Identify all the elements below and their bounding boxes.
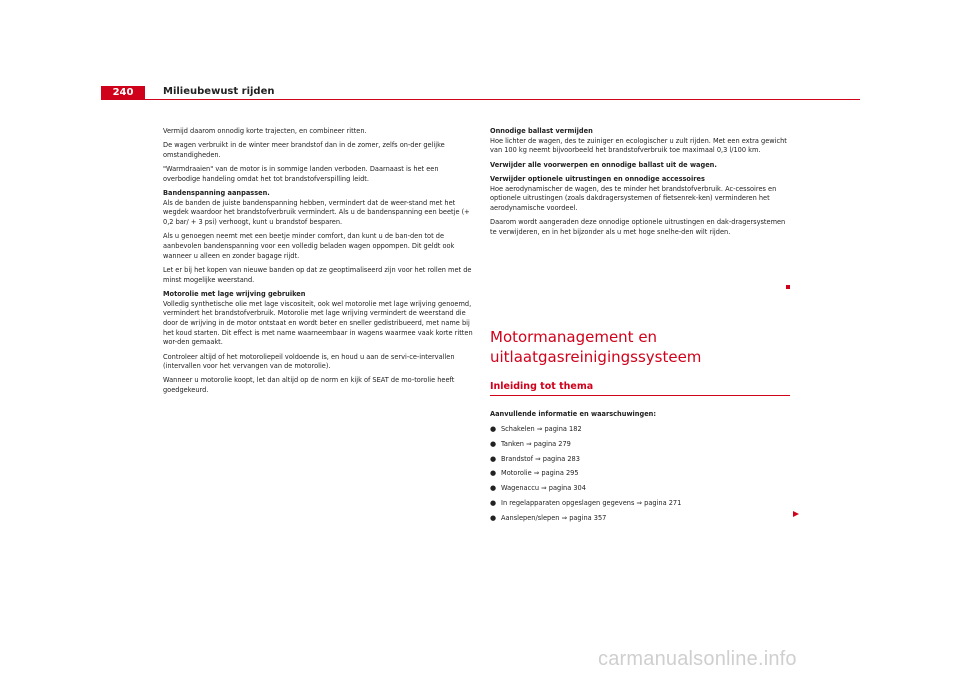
right-column [490, 127, 790, 242]
bullet-icon: ● [490, 425, 497, 433]
list-item[interactable]: ● Wagenaccu ⇒ pagina 304 [490, 484, 586, 493]
paragraph: Hoe aerodynamischer de wagen, des te minder het brandstofverbruik. Ac-cessoires en optionele uitrustingen (zoals dakdragersystemen of fietsenrek-ken) verminderen het aerodynamische voordeel. [490, 184, 777, 212]
section-end-marker [786, 285, 790, 289]
paragraph: "Warmdraaien" van de motor is in sommige landen verboden. Daarnaast is het een overbodige handeling omdat het tot brandstofverspilling leidt. [163, 165, 439, 183]
bullet-icon: ● [490, 454, 497, 463]
paragraph: Volledig synthetische olie met lage viscositeit, ook wel motorolie met lage wrijving genoemd, vermindert het brandstofverbruik. Motorolie met lage wrijving vermindert de weerstand die door de wrijving in de motor ontstaat en wordt beter en sneller gedistribueerd, met name bij het koud starten. Dit effect is met name waarneembaar in wagens waarmee vaak korte ritten wor-den gemaakt. [163, 299, 473, 347]
subsection-title: Inleiding tot thema [490, 381, 594, 392]
warnings-label: Aanvullende informatie en waarschuwingen: [490, 410, 657, 418]
page-ref-link[interactable]: pagina 182 [544, 425, 582, 433]
continue-arrow-icon [793, 511, 799, 517]
left-column [163, 127, 473, 400]
heading-ballast: Onnodige ballast vermijden [490, 127, 593, 135]
paragraph: Vermijd daarom onnodig korte trajecten, en combineer ritten. [163, 127, 367, 135]
header-divider [101, 99, 860, 100]
page-ref-link[interactable]: pagina 304 [548, 484, 586, 493]
heading-accessories: Verwijder optionele uitrustingen en onnodige accessoires [490, 174, 705, 183]
arrow-right-icon: ⇒ [561, 513, 568, 522]
bullet-icon: ● [490, 469, 497, 478]
page-number: 240 [101, 86, 145, 99]
paragraph: Als u genoegen neemt met een beetje minder comfort, dan kunt u de ban-den tot de aanbevolen bandenspanning voor een volledig beladen wagen oppompen. Dit geldt ook wanneer u alleen en zonder bagage rijdt. [163, 232, 455, 260]
page-ref-link[interactable]: pagina 357 [569, 513, 607, 522]
heading-tyre-pressure: Bandenspanning aanpassen. [163, 189, 270, 198]
paragraph: Hoe lichter de wagen, des te zuiniger en ecologischer u zult rijden. Met een extra gewicht van 100 kg neemt bijvoorbeeld het brandstofverbruik toe maximaal 0,3 l/100 km. [490, 136, 787, 155]
paragraph: Daarom wordt aangeraden deze onnodige optionele uitrustingen en dak-dragersystemen te verwijderen, en in het bijzonder als u met hoge snelhe-den wilt rijden. [490, 218, 786, 236]
paragraph: Als de banden de juiste bandenspanning hebben, vermindert dat de weer-stand met het wegdek waardoor het brandstofverbruik vermindert. Als u de bandenspanning een beetje (+ 0,2 bar/ + 3 psi) verhoogt, kunt u brandstof besparen. [163, 198, 470, 227]
section-title-line: uitlaatgasreinigingssysteem [490, 348, 702, 366]
arrow-right-icon: ⇒ [526, 439, 532, 448]
list-item[interactable]: ● Aanslepen/slepen ⇒ pagina 357 [490, 513, 607, 522]
watermark: carmanualsonline.info [598, 648, 797, 670]
list-item[interactable]: ● Motorolie ⇒ pagina 295 [490, 469, 579, 478]
paragraph: De wagen verbruikt in de winter meer brandstof dan in de zomer, zelfs on-der gelijke omstandigheden. [163, 141, 445, 159]
page-ref-link[interactable]: pagina 283 [542, 454, 580, 463]
arrow-right-icon: ⇒ [535, 454, 541, 463]
bullet-icon: ● [490, 439, 497, 448]
reference-list [490, 425, 790, 529]
list-item[interactable]: ● Schakelen ⇒ pagina 182 [490, 425, 582, 433]
bullet-icon: ● [490, 484, 497, 493]
list-item[interactable]: ● Tanken ⇒ pagina 279 [490, 439, 571, 448]
arrow-right-icon: ⇒ [533, 469, 540, 478]
section-title-line: Motormanagement en [490, 328, 658, 346]
paragraph: Wanneer u motorolie koopt, let dan altijd op de norm en kijk of SEAT de mo-torolie heeft goedgekeurd. [163, 376, 455, 395]
bullet-icon: ● [490, 498, 497, 507]
paragraph: Controleer altijd of het motoroliepeil voldoende is, en houd u aan de servi-ce-intervallen (intervallen voor het vervangen van de motorolie). [163, 352, 455, 371]
section-title [490, 327, 790, 367]
paragraph-bold: Verwijder alle voorwerpen en onnodige ballast uit de wagen. [490, 160, 717, 169]
list-item[interactable]: ● In regelapparaten opgeslagen gegevens ⇒ pagina 271 [490, 498, 682, 507]
arrow-right-icon: ⇒ [536, 425, 543, 433]
arrow-right-icon: ⇒ [636, 498, 643, 507]
arrow-right-icon: ⇒ [541, 484, 547, 493]
list-item[interactable]: ● Brandstof ⇒ pagina 283 [490, 454, 580, 463]
chapter-title: Milieubewust rijden [163, 86, 275, 97]
heading-engine-oil: Motorolie met lage wrijving gebruiken [163, 289, 306, 298]
page-ref-link[interactable]: pagina 271 [644, 498, 682, 507]
page-ref-link[interactable]: pagina 279 [533, 439, 571, 448]
bullet-icon: ● [490, 513, 497, 522]
page-ref-link[interactable]: pagina 295 [541, 469, 579, 478]
subsection-divider [490, 395, 790, 396]
paragraph: Let er bij het kopen van nieuwe banden op dat ze geoptimaliseerd zijn voor het rollen met de minst mogelijke weerstand. [163, 265, 472, 284]
